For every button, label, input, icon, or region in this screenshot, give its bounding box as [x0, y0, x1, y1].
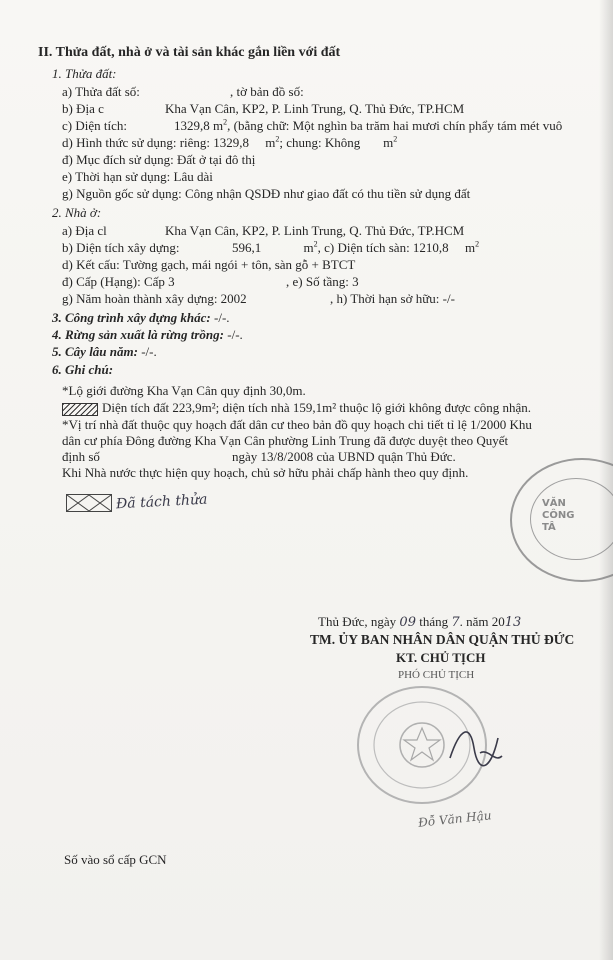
signature-icon — [440, 718, 510, 778]
usage-form: d) Hình thức sử dụng: riêng: 1329,8 $m^2$; chung: Không $m^2$ — [62, 134, 398, 150]
house-grade: đ) Cấp (Hạng): Cấp 3 — [62, 274, 175, 289]
land-area-value: 1329,8 $m^2$, (bằng chữ: Một nghìn ba trăm hai mươi chín phẩy tám mét vuô — [174, 117, 563, 133]
signer-subtitle: PHÓ CHỦ TỊCH — [398, 669, 475, 681]
signer-name: Đỗ Văn Hậu — [417, 808, 493, 830]
land-address: Kha Vạn Cân, KP2, P. Linh Trung, Q. Thủ Đức, TP.HCM — [165, 101, 465, 116]
notes-line-6: Khi Nhà nước thực hiện quy hoạch, chủ sở hữu phải chấp hành theo quy định. — [62, 465, 469, 480]
house-year: g) Năm hoàn thành xây dựng: 2002 — [62, 291, 247, 306]
forest: 4. Rừng sản xuất là rừng trồng: -/-. — [52, 327, 243, 342]
other-works: 3. Công trình xây dựng khác: -/-. — [52, 310, 230, 325]
notes-line-5b: ngày 13/8/2008 của UBND quận Thủ Đức. — [232, 449, 456, 464]
org-title: TM. ỦY BAN NHÂN DÂN QUẬN THỦ ĐỨC — [310, 632, 575, 647]
land-address-label: b) Địa c — [62, 101, 104, 116]
built-area-label: b) Diện tích xây dựng: — [62, 240, 180, 255]
notes-line-1: *Lộ giới đường Kha Vạn Cân quy định 30,0m. — [62, 383, 306, 398]
parcel-number-label: a) Thửa đất số: — [62, 84, 140, 99]
right-stamp: VĂN CÔNG TÂ — [510, 458, 613, 582]
land-heading: 1. Thửa đất: — [52, 66, 117, 81]
hatched-area-icon — [62, 403, 98, 416]
land-purpose: đ) Mục đích sử dụng: Đất ở tại đô thị — [62, 152, 256, 167]
notes-line-4: dân cư phía Đông đường Kha Vạn Cân phường Linh Trung đã được duyệt theo Quyết — [62, 433, 509, 448]
built-area-value: 596,1 $m^2$, c) Diện tích sàn: 1210,8 $m^2$ — [232, 239, 480, 255]
handwritten-note: Đã tách thửa — [115, 491, 208, 513]
notes-line-3: *Vị trí nhà đất thuộc quy hoạch đất dân cư theo bản đồ quy hoạch chi tiết tỉ lệ 1/2000 Khu — [62, 417, 532, 432]
land-origin: g) Nguồn gốc sử dụng: Công nhận QSDĐ như giao đất có thu tiền sử dụng đất — [62, 186, 471, 201]
notes-line-2: Diện tích đất 223,9m²; diện tích nhà 159,1m² thuộc lộ giới không được công nhận. — [62, 400, 531, 416]
notes-line-5a: định số — [62, 449, 100, 464]
house-floors: , e) Số tầng: 3 — [286, 274, 359, 289]
section-title: II. Thửa đất, nhà ở và tài sản khác gắn liền với đất — [38, 45, 341, 60]
map-number-label: , tờ bản đồ số: — [230, 84, 304, 99]
ownership-term: , h) Thời hạn sở hữu: -/- — [330, 291, 455, 306]
date-line: Thủ Đức, ngày 09 tháng 7. năm 2013 — [318, 614, 522, 630]
land-term: e) Thời hạn sử dụng: Lâu dài — [62, 169, 213, 184]
signer-title: KT. CHỦ TỊCH — [396, 650, 486, 665]
perennial: 5. Cây lâu năm: -/-. — [52, 344, 157, 359]
house-address-label: a) Địa cl — [62, 223, 107, 238]
page-edge-shadow — [599, 0, 613, 960]
crossed-box-icon — [66, 494, 112, 512]
notes-heading: 6. Ghi chú: — [52, 362, 114, 377]
house-structure: d) Kết cấu: Tường gạch, mái ngói + tôn, sàn gỗ + BTCT — [62, 257, 356, 272]
footer-register-number: Số vào sổ cấp GCN — [64, 852, 167, 867]
house-address: Kha Vạn Cân, KP2, P. Linh Trung, Q. Thủ Đức, TP.HCM — [165, 223, 465, 238]
land-area-label: c) Diện tích: — [62, 118, 127, 133]
house-heading: 2. Nhà ở: — [52, 205, 102, 220]
